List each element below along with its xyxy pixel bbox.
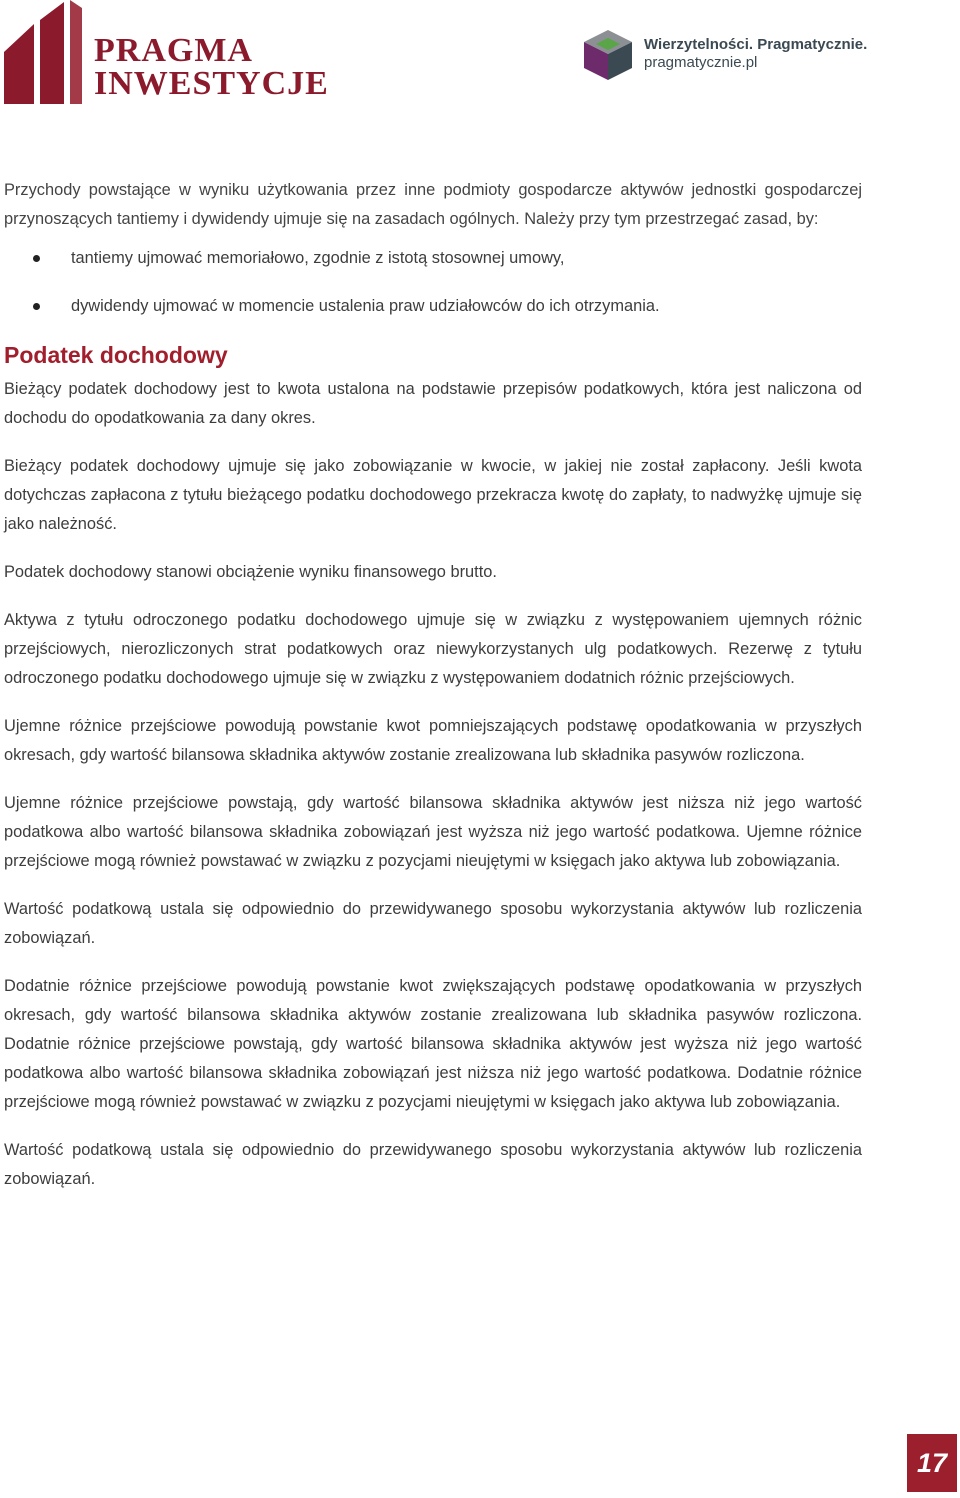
list-item-text: dywidendy ujmować w momencie ustalenia praw udziałowców do ich otrzymania. — [71, 297, 660, 315]
paragraph: Aktywa z tytułu odroczonego podatku dochodowego ujmuje się w związku z występowaniem ujemnych różnic przejściowych, nierozliczonych strat podatkowych oraz niewykorzystanych ulg podatkowych. Rezerwę z tytułu odroczonego podatku dochodowego ujmuje się w związku z występowaniem dodatnich różnic przejściowych. — [4, 611, 862, 687]
pragma-inwestycje-logo — [0, 0, 329, 110]
logo-line-1: PRAGMA — [94, 32, 253, 69]
section-heading: Podatek dochodowy — [4, 342, 228, 368]
logo-line-2: INWESTYCJE — [94, 65, 329, 102]
bullet-icon — [33, 255, 40, 262]
paragraph: Wartość podatkową ustala się odpowiednio do przewidywanego sposobu wykorzystania aktywów lub rozliczenia zobowiązań. — [4, 900, 862, 947]
logo-url: pragmatycznie.pl — [644, 54, 758, 71]
paragraph: Dodatnie różnice przejściowe powodują powstanie kwot zwiększających podstawę opodatkowania w przyszłych okresach, gdy wartość bilansowa składnika aktywów zostanie zrealizowana lub składnika pasywów rozliczona. Dodatnie różnice przejściowe powstają, gdy wartość bilansowa składnika aktywów jest wyższa niż jego wartość podatkowa albo wartość bilansowa składnika zobowiązań jest niższa niż jego wartość podatkowa. Dodatnie różnice przejściowe mogą również powstawać w związku z pozycjami nieujętymi w księgach jako aktywa lub zobowiązania. — [4, 977, 862, 1111]
logo-wordmark — [94, 34, 329, 100]
pragmatycznie-logo — [580, 26, 880, 86]
paragraph: Bieżący podatek dochodowy ujmuje się jako zobowiązanie w kwocie, w jakiej nie został zapłacony. Jeśli kwota dotychczas zapłacona z tytułu bieżącego podatku dochodowego przekracza kwotę do zapłaty, to nadwyżkę ujmuje się jako należność. — [4, 457, 862, 533]
intro-paragraph: Przychody powstające w wyniku użytkowania przez inne podmioty gospodarcze aktywów jednostki gospodarczej przynoszących tantiemy i dywidendy ujmuje się na zasadach ogólnych. Należy przy tym przestrzegać zasad, by: — [4, 181, 862, 228]
page-header — [0, 0, 960, 120]
paragraph: Wartość podatkową ustala się odpowiednio do przewidywanego sposobu wykorzystania aktywów lub rozliczenia zobowiązań. — [4, 1141, 862, 1188]
bullet-icon — [33, 303, 40, 310]
paragraph: Bieżący podatek dochodowy jest to kwota ustalona na podstawie przepisów podatkowych, która jest naliczona od dochodu do opodatkowania za dany okres. — [4, 380, 862, 427]
list-item — [4, 244, 862, 273]
logo-tagline: Wierzytelności. Pragmatycznie. — [644, 36, 868, 53]
paragraph: Podatek dochodowy stanowi obciążenie wyniku finansowego brutto. — [4, 563, 497, 581]
paragraph: Ujemne różnice przejściowe powstają, gdy wartość bilansowa składnika aktywów jest niższa niż jego wartość podatkowa albo wartość bilansowa składnika zobowiązań jest wyższa niż jego wartość podatkowa. Ujemne różnice przejściowe mogą również powstawać w związku z pozycjami nieujętymi w księgach jako aktywa lub zobowiązania. — [4, 794, 862, 870]
logo-emblem-icon — [0, 0, 92, 108]
page-number: 17 — [907, 1434, 957, 1492]
list-item — [4, 292, 862, 321]
paragraph: Ujemne różnice przejściowe powodują powstanie kwot pomniejszających podstawę opodatkowania w przyszłych okresach, gdy wartość bilansowa składnika aktywów zostanie zrealizowana lub składnika pasywów rozliczona. — [4, 717, 862, 764]
list-item-text: tantiemy ujmować memoriałowo, zgodnie z istotą stosownej umowy, — [71, 249, 565, 267]
cube-icon — [580, 26, 636, 82]
bullet-list — [4, 244, 862, 321]
document-body — [4, 176, 862, 1194]
